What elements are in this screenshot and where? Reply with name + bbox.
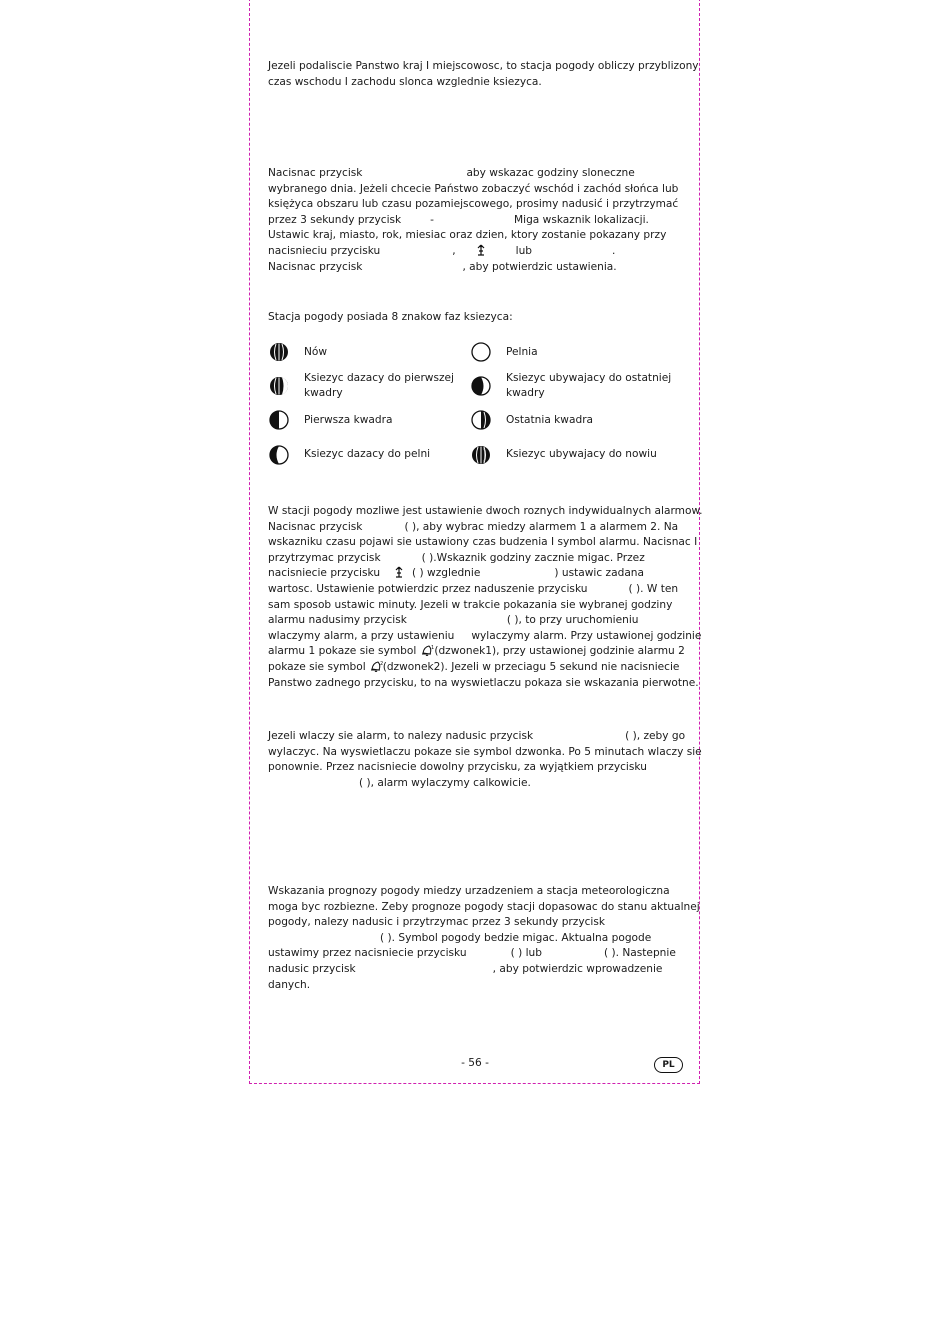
text-line: czas wschodu I zachodu slonca wzglednie ksiezyca.: [268, 75, 542, 88]
text-line: moga byc rozbiezne. Zeby prognoze pogody stacji dopasowac do stanu aktualnej: [268, 900, 700, 913]
sun-paragraph: [268, 166, 684, 275]
text-line: danych.: [268, 978, 311, 991]
text-fragment: ( ) wzglednie: [412, 567, 481, 580]
bell-2-icon: [369, 660, 383, 672]
text-fragment: ( ), to przy uruchomieniu: [506, 614, 639, 627]
waxing-gibbous-icon: [269, 445, 289, 465]
text-fragment: ,: [452, 244, 456, 257]
text-fragment: ( ), zeby go: [625, 730, 686, 742]
text-line: ponownie. Przez nacisniecie dowolny przycisku, za wyjątkiem przycisku: [268, 761, 647, 774]
text-fragment: nacisnieciu przycisku: [268, 244, 381, 257]
text-fragment: nadusic przycisk: [268, 962, 356, 975]
moon-label: Ksiezyc ubywajacy do nowiu: [506, 448, 657, 460]
text-line: wskazniku czasu pojawi sie ustawiony czas budzenia I symbol alarmu. Nacisnac I: [268, 536, 698, 549]
moon-label: Pierwsza kwadra: [304, 414, 393, 426]
text-fragment: przez 3 sekundy przycisk: [268, 213, 402, 226]
text-fragment: wlaczymy alarm, a przy ustawieniu: [268, 629, 455, 642]
text-fragment: -: [430, 213, 434, 226]
text-fragment: ( ). W ten: [628, 582, 679, 595]
text-fragment: aby wskazac godziny sloneczne: [466, 167, 635, 179]
text-fragment: ustawimy przez nacisniecie przycisku: [268, 947, 467, 960]
text-fragment: wartosc. Ustawienie potwierdzic przez naduszenie przycisku: [268, 582, 588, 595]
text-line: Jezeli podaliscie Panstwo kraj I miejscowosc, to stacja pogody obliczy przyblizony: [268, 60, 699, 72]
moon-label: Ksiezyc dazacy do pierwszej kwadry: [304, 372, 454, 400]
text-fragment: Jezeli wlaczy sie alarm, to nalezy nadusic przycisk: [268, 730, 534, 742]
text-line: księżyca obszaru lub czasu pozamiejscowego, prosimy nadusić i przytrzymać: [268, 198, 679, 211]
text-fragment: ( ) lub: [510, 947, 542, 960]
snooze-paragraph: [268, 729, 702, 791]
svg-text:2: 2: [379, 660, 383, 667]
text-line: Panstwo zadnego przycisku, to na wyswietlaczu pokaza sie wskazania pierwotne.: [268, 676, 699, 689]
waxing-crescent-icon: [269, 376, 289, 396]
svg-text:1: 1: [431, 645, 435, 652]
last-quarter-icon: [471, 410, 491, 430]
moon-label: Ksiezyc dazacy do pelni: [304, 448, 431, 460]
full-moon-icon: [471, 342, 491, 362]
text-fragment: przytrzymac przycisk: [268, 551, 381, 564]
text-fragment: Nacisnac przycisk: [268, 260, 363, 273]
text-fragment: Miga wskaznik lokalizacji.: [514, 213, 649, 226]
text-fragment: alarmu nadusimy przycisk: [268, 614, 407, 627]
moon-label: Ksiezyc ubywajacy do ostatniej kwadry: [506, 372, 672, 400]
first-quarter-icon: [269, 410, 289, 430]
new-moon-icon: [269, 342, 289, 362]
text-fragment: wylaczymy alarm. Przy ustawionej godzinie: [471, 629, 702, 642]
text-fragment: pokaze sie symbol: [268, 660, 366, 673]
language-badge: PL: [654, 1057, 683, 1073]
text-fragment: (dzwonek1), przy ustawionej godzinie alarmu 2: [434, 645, 685, 658]
text-fragment: .: [612, 244, 616, 257]
waning-gibbous-icon: [471, 445, 491, 465]
text-fragment: Nacisnac przycisk: [268, 167, 363, 179]
moon-label: Ostatnia kwadra: [506, 414, 594, 426]
antenna-icon: [476, 244, 486, 256]
text-fragment: Nacisnac przycisk: [268, 520, 363, 533]
moon-label: Nów: [304, 346, 328, 358]
bell-1-icon: [420, 644, 434, 656]
text-fragment: ) ustawic zadana: [554, 567, 645, 580]
alarm-paragraph: [268, 504, 703, 691]
text-line: wybranego dnia. Jeżeli chcecie Państwo zobaczyć wschód i zachód słońca lub: [268, 182, 679, 195]
text-fragment: ( ), alarm wylaczymy calkowicie.: [359, 776, 531, 789]
text-line: Wskazania prognozy pogody miedzy urzadzeniem a stacja meteorologiczna: [268, 885, 670, 897]
text-fragment: ( ). Symbol pogody bedzie migac. Aktualna pogode: [380, 931, 652, 944]
text-fragment: alarmu 1 pokaze sie symbol: [268, 645, 417, 658]
page-number: - 56 -: [461, 1057, 489, 1069]
text-fragment: ( ), aby wybrac miedzy alarmem 1 a alarmem 2. Na: [404, 520, 679, 533]
text-line: Ustawic kraj, miasto, rok, miesiac oraz dzien, ktory zostanie pokazany przy: [268, 229, 667, 242]
moon-label: Pelnia: [506, 346, 538, 358]
text-fragment: (dzwonek2). Jezeli w przeciagu 5 sekund nie nacisniecie: [382, 660, 680, 673]
forecast-paragraph: [268, 884, 700, 993]
text-line: sam sposob ustawic minuty. Jezeli w trakcie pokazania sie wybranej godziny: [268, 598, 673, 611]
text-line: pogody, nalezy nadusic i przytrzymac przez 3 sekundy przycisk: [268, 916, 606, 929]
text-fragment: ( ).Wskaznik godziny zacznie migac. Przez: [421, 551, 645, 564]
intro-paragraph: [268, 59, 699, 90]
moon-intro: Stacja pogody posiada 8 znakow faz ksiezyca:: [268, 311, 513, 323]
text-fragment: ( ). Nastepnie: [603, 947, 676, 960]
text-line: wylaczyc. Na wyswietlaczu pokaze sie symbol dzwonka. Po 5 minutach wlaczy sie: [268, 745, 702, 758]
text-fragment: , aby potwierdzic ustawienia.: [462, 260, 617, 273]
text-fragment: lub: [515, 244, 533, 257]
text-fragment: nacisniecie przycisku: [268, 567, 381, 580]
waning-crescent-icon: [471, 376, 491, 396]
text-fragment: , aby potwierdzic wprowadzenie: [492, 962, 663, 975]
antenna-icon: [394, 566, 404, 578]
text-line: W stacji pogody mozliwe jest ustawienie dwoch roznych indywidualnych alarmow.: [268, 505, 703, 517]
